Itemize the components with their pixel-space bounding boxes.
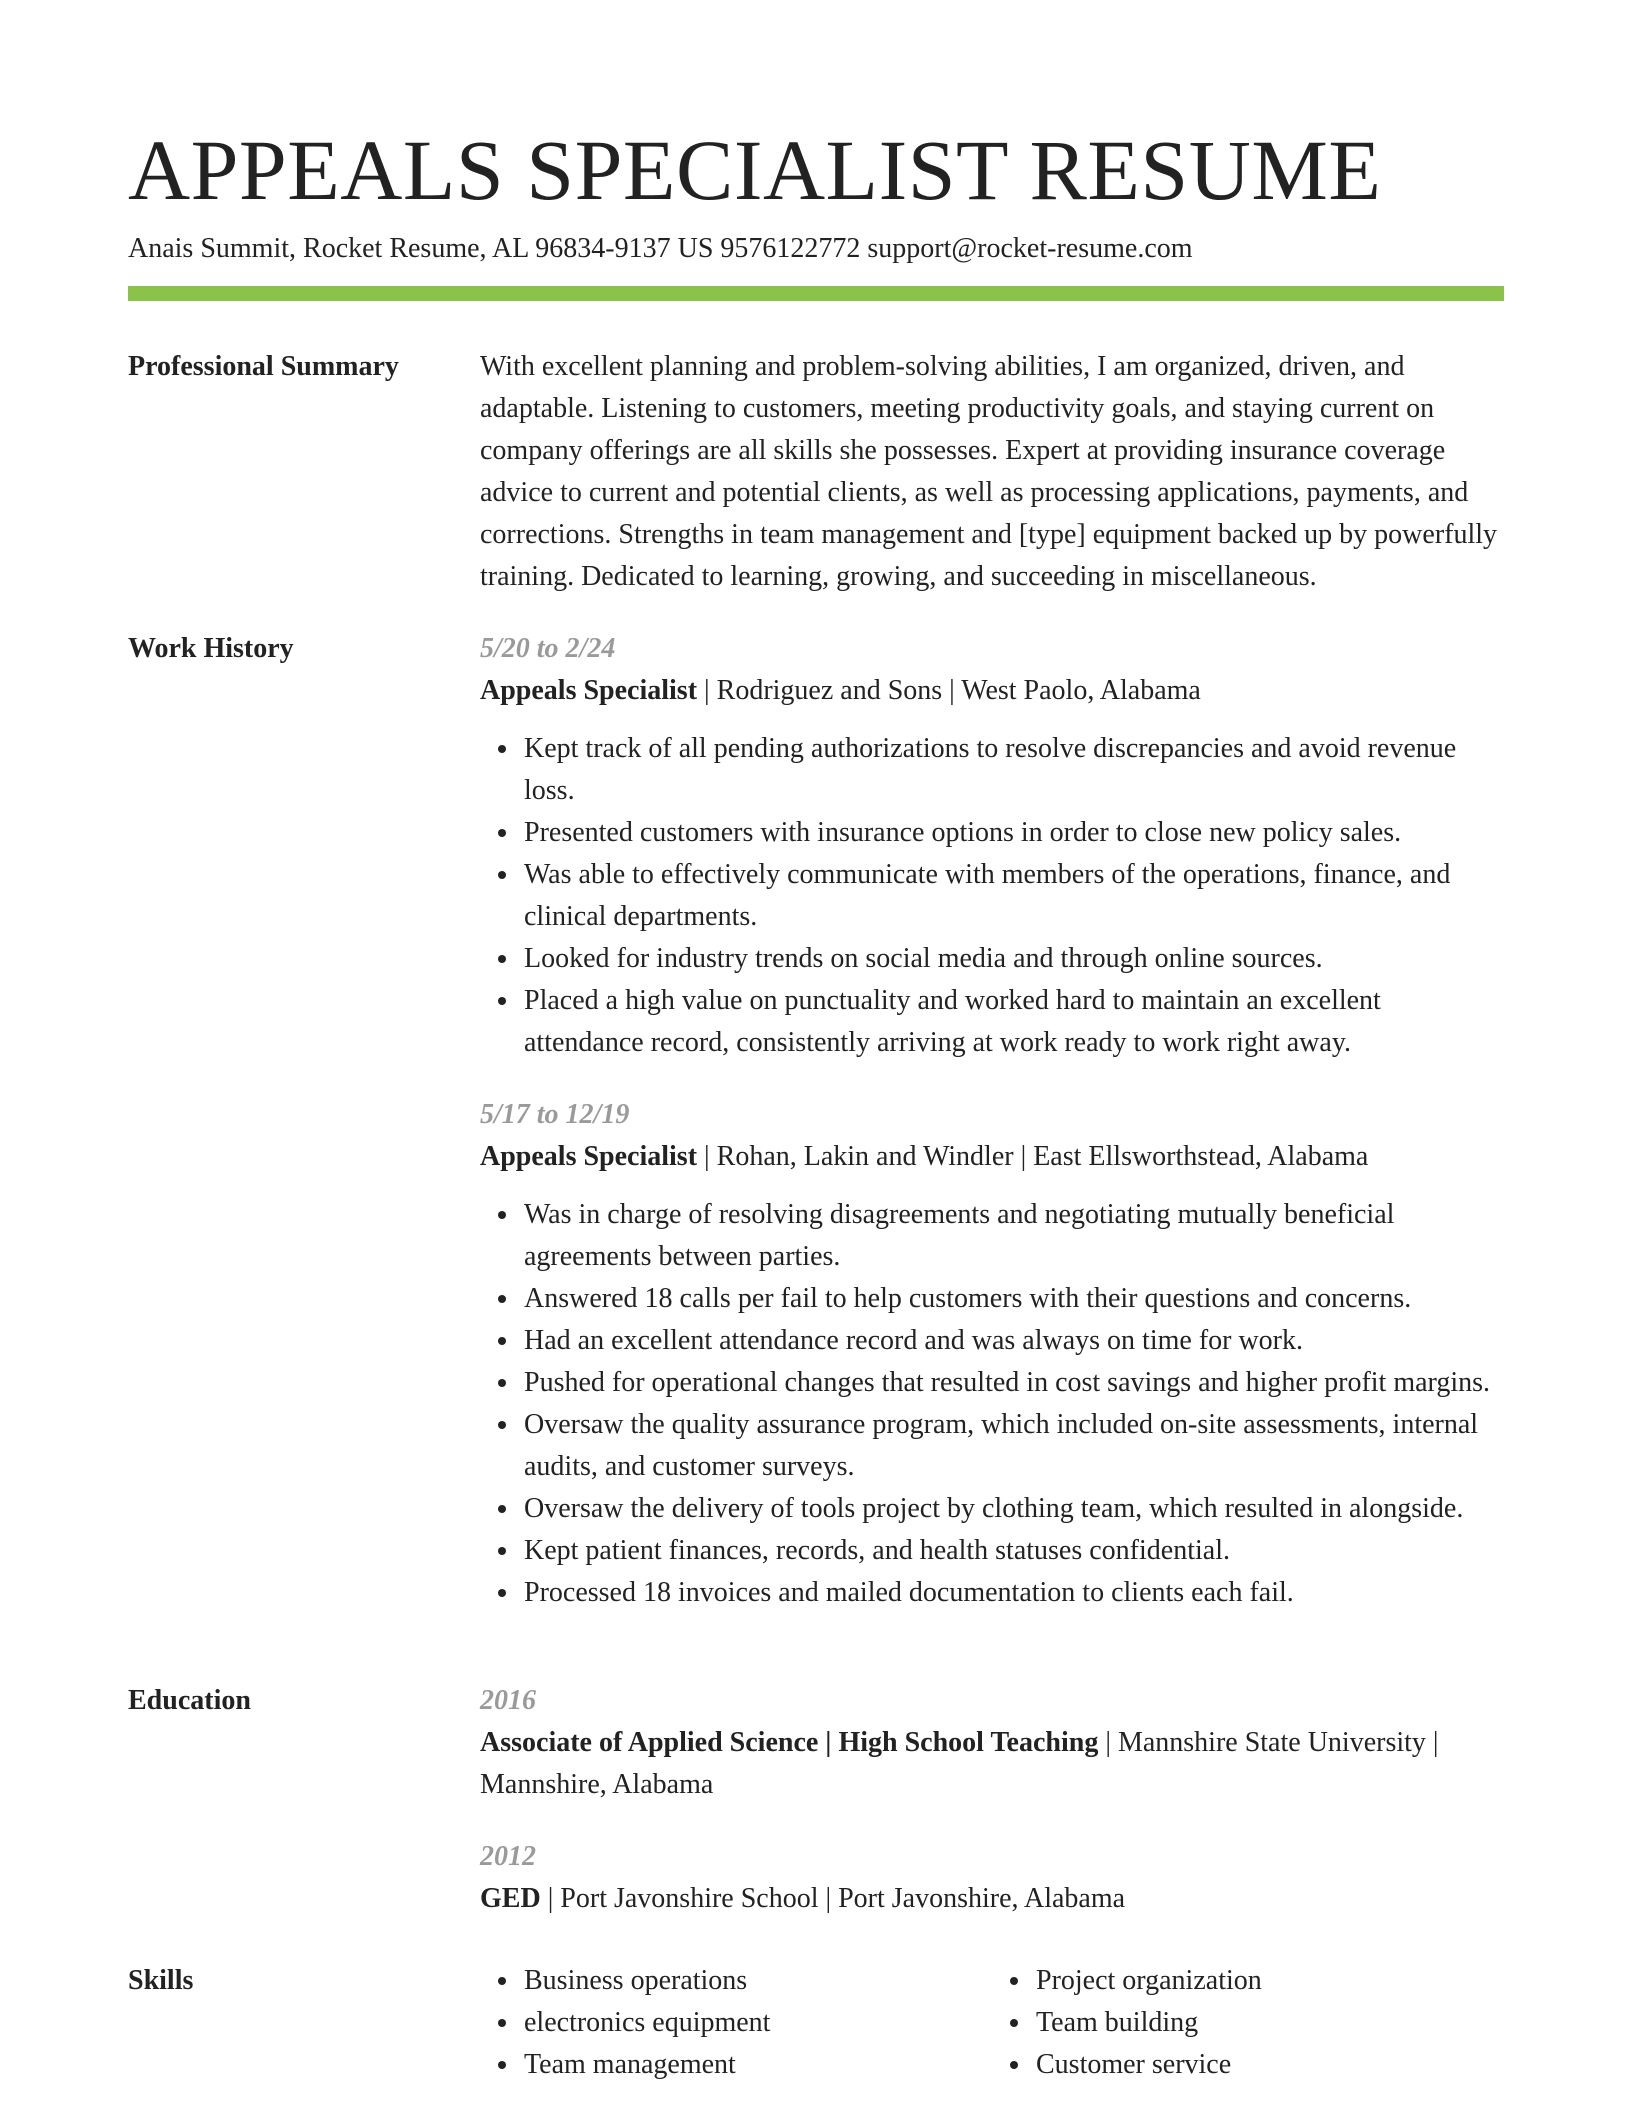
job-details: | Rohan, Lakin and Windler | East Ellsworthstead, Alabama <box>697 1141 1369 1172</box>
job-bullet: Was able to effectively communicate with members of the operations, finance, and clinical departments. <box>524 854 1504 938</box>
job-bullet: Looked for industry trends on social media and through online sources. <box>524 938 1504 980</box>
education-degree: GED <box>480 1883 541 1914</box>
skills-body <box>480 1960 1504 2086</box>
job-bullets <box>480 728 1504 1064</box>
job-bullet: Kept patient finances, records, and health statuses confidential. <box>524 1530 1504 1572</box>
job-title: Appeals Specialist <box>480 1141 698 1172</box>
education-heading <box>480 1722 1504 1806</box>
contact-line <box>128 229 1193 269</box>
job-bullet: Processed 18 invoices and mailed documentation to clients each fail. <box>524 1572 1504 1614</box>
resume-title: APPEALS SPECIALIST RESUME <box>128 122 1382 218</box>
skill-item: Team management <box>524 2044 992 2086</box>
contact-name: Anais Summit, <box>128 233 297 264</box>
work-history-label: Work History <box>128 633 294 664</box>
skill-item: electronics equipment <box>524 2002 992 2044</box>
job-heading <box>480 1136 1504 1178</box>
job-title: Appeals Specialist <box>480 675 698 706</box>
education-date: 2016 <box>480 1685 536 1716</box>
summary-body <box>480 346 1504 598</box>
education-entry <box>480 1836 1504 1920</box>
education-body <box>480 1680 1504 1920</box>
contact-address: Rocket Resume, AL 96834-9137 US <box>303 233 714 264</box>
accent-divider <box>128 286 1504 301</box>
job-bullets <box>480 1194 1504 1614</box>
job-entry <box>480 628 1504 1064</box>
education-details: | Mannshire State University | Mannshire, Alabama <box>480 1727 1439 1800</box>
work-history-body <box>480 628 1504 1614</box>
education-date: 2012 <box>480 1841 536 1872</box>
summary-label: Professional Summary <box>128 351 399 382</box>
skills-label: Skills <box>128 1965 194 1996</box>
job-entry <box>480 1094 1504 1614</box>
skills-column-right <box>992 1960 1504 2086</box>
job-bullet: Placed a high value on punctuality and worked hard to maintain an excellent attendance record, consistently arriving at work ready to work right away. <box>524 980 1504 1064</box>
education-details: | Port Javonshire School | Port Javonshire, Alabama <box>540 1883 1126 1914</box>
job-bullet: Oversaw the quality assurance program, which included on-site assessments, internal audits, and customer surveys. <box>524 1404 1504 1488</box>
job-bullet: Presented customers with insurance options in order to close new policy sales. <box>524 812 1504 854</box>
job-bullet: Answered 18 calls per fail to help customers with their questions and concerns. <box>524 1278 1504 1320</box>
job-bullet: Oversaw the delivery of tools project by clothing team, which resulted in alongside. <box>524 1488 1504 1530</box>
job-bullet: Pushed for operational changes that resulted in cost savings and higher profit margins. <box>524 1362 1504 1404</box>
education-heading <box>480 1878 1504 1920</box>
skill-item: Project organization <box>1036 1960 1504 2002</box>
summary-text: With excellent planning and problem-solving abilities, I am organized, driven, and adaptable. Listening to customers, meeting productivity goals, and staying current on company offerings are all skills she possesses. Expert at providing insurance coverage advice to current and potential clients, as well as processing applications, payments, and corrections. Strengths in team management and [type] equipment backed up by powerfully training. Dedicated to learning, growing, and succeeding in miscellaneous. <box>480 351 1498 592</box>
job-bullet: Was in charge of resolving disagreements and negotiating mutually beneficial agreements between parties. <box>524 1194 1504 1278</box>
education-degree: Associate of Applied Science | High School Teaching <box>480 1727 1099 1758</box>
job-date: 5/20 to 2/24 <box>480 633 616 664</box>
contact-email: support@rocket-resume.com <box>867 233 1193 264</box>
job-bullet: Had an excellent attendance record and was always on time for work. <box>524 1320 1504 1362</box>
job-bullet: Kept track of all pending authorizations to resolve discrepancies and avoid revenue loss. <box>524 728 1504 812</box>
job-date: 5/17 to 12/19 <box>480 1099 630 1130</box>
skill-item: Customer service <box>1036 2044 1504 2086</box>
skill-item: Team building <box>1036 2002 1504 2044</box>
education-entry <box>480 1680 1504 1806</box>
education-label: Education <box>128 1685 251 1716</box>
job-details: | Rodriguez and Sons | West Paolo, Alabama <box>697 675 1201 706</box>
skills-grid <box>480 1960 1504 2086</box>
skills-column-left <box>480 1960 992 2086</box>
skill-item: Business operations <box>524 1960 992 2002</box>
contact-phone: 9576122772 <box>720 233 861 264</box>
job-heading <box>480 670 1504 712</box>
